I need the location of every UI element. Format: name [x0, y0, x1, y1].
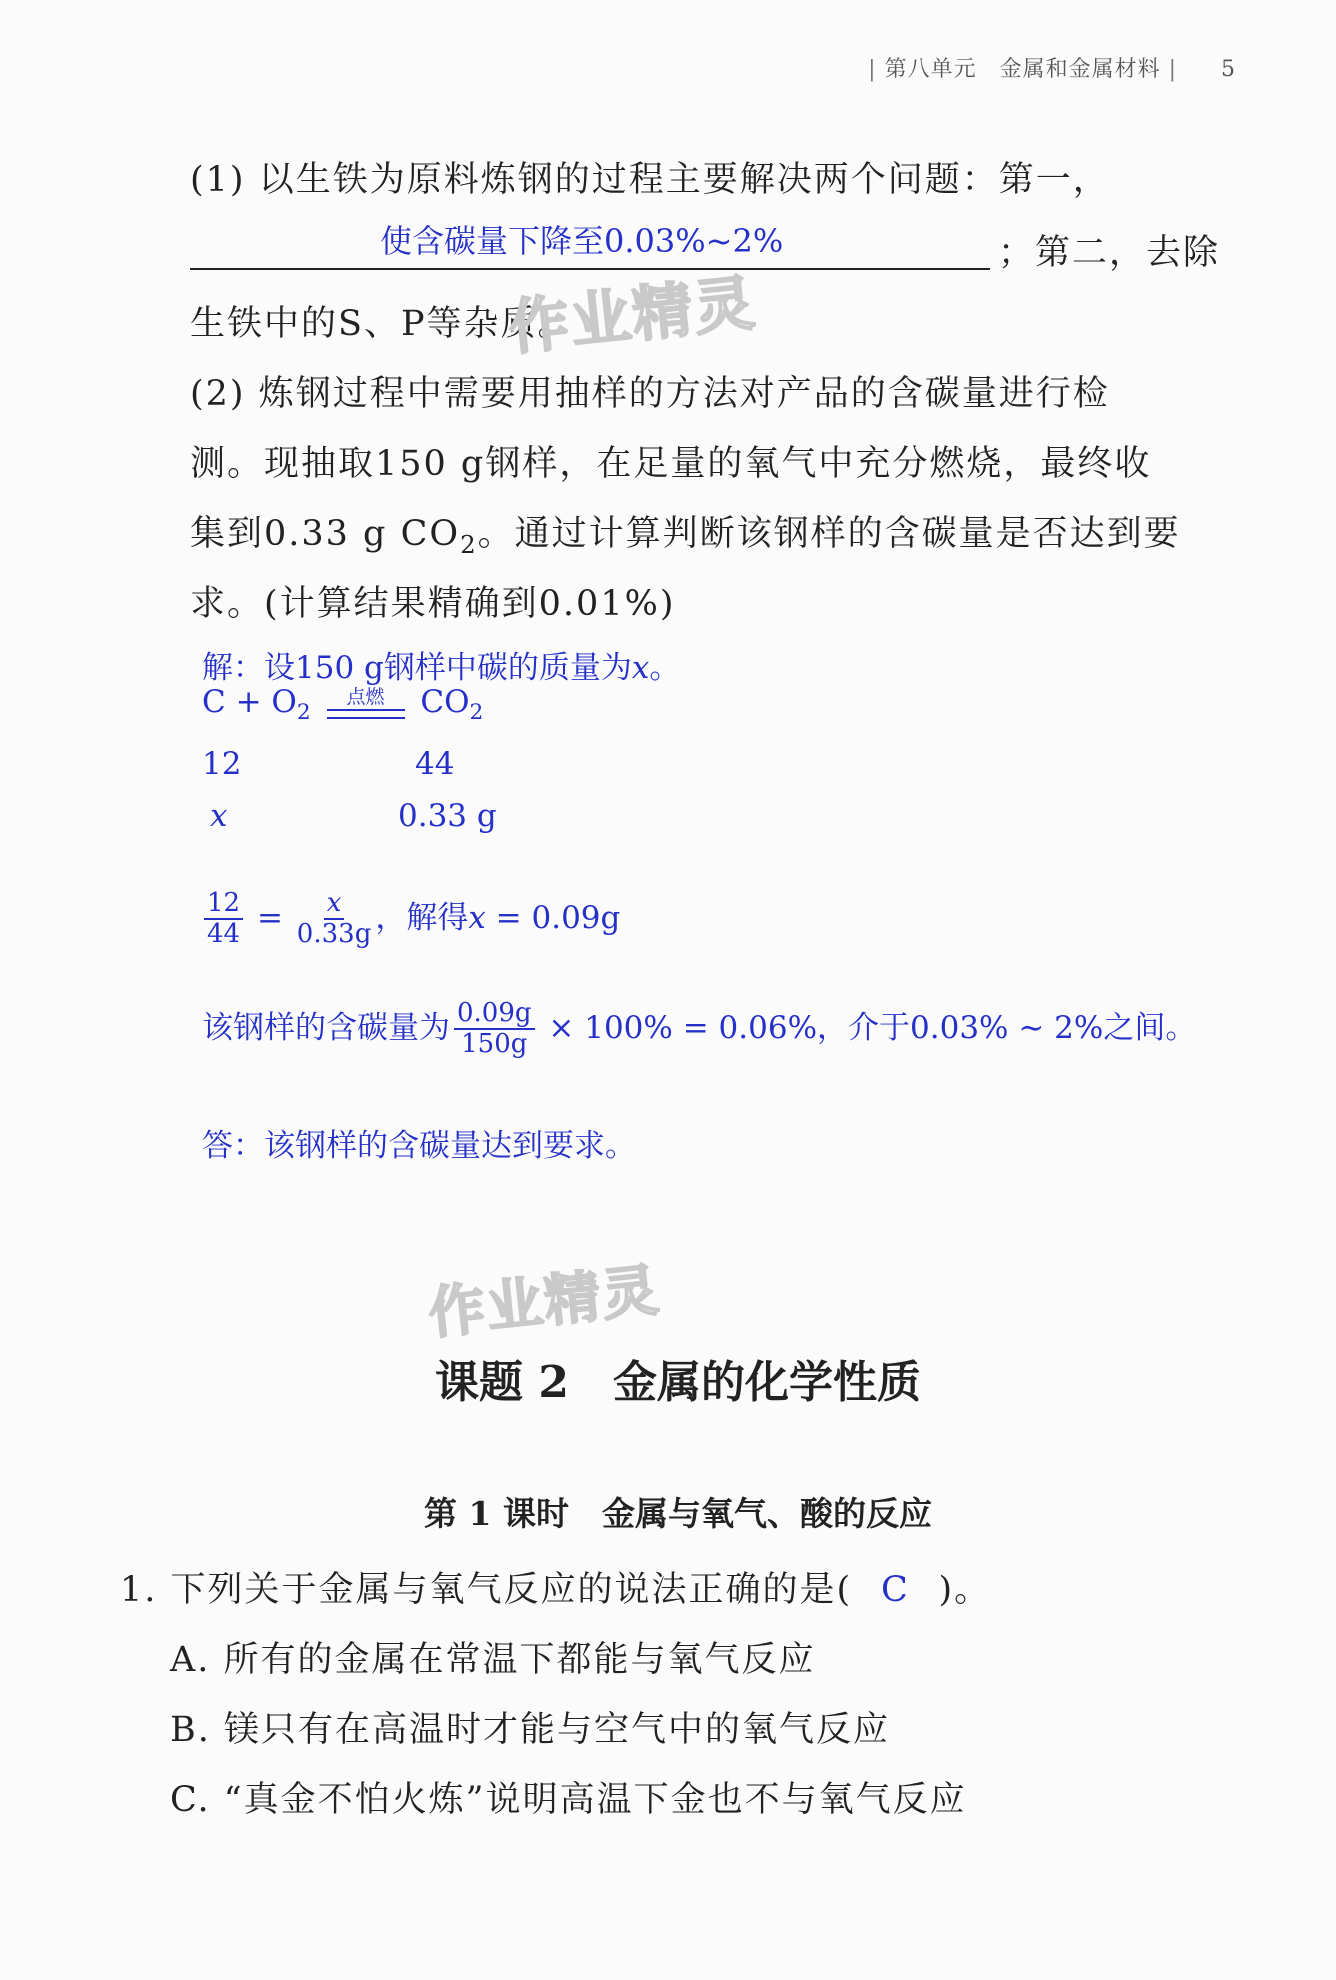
- q2-line3: 集到0.33 g $CO_2$。通过计算判断该钢样的含碳量是否达到要: [190, 514, 1181, 559]
- reaction-arrow: [327, 688, 405, 719]
- solution-conclusion: 答：该钢样的含碳量达到要求。: [202, 1128, 636, 1164]
- q2-line1: (2) 炼钢过程中需要用抽样的方法对产品的含碳量进行检: [190, 374, 1110, 414]
- q1-line1: (1) 以生铁为原料炼钢的过程主要解决两个问题：第一，: [190, 160, 1110, 200]
- running-header: | 第八单元 金属和金属材料 | 5: [868, 57, 1236, 82]
- q2-line4: 求。(计算结果精确到0.01%): [190, 584, 676, 624]
- relative-mass-c: 12: [202, 746, 242, 782]
- proportion-equation: $\frac{12}{44}$ = $\frac{x}{0.33g}$ ，解得x = 0.09g: [200, 890, 620, 949]
- q1-line2-after: ；第二，去除: [998, 233, 1221, 273]
- mc-question-stem: 1. 下列关于金属与氧气反应的说法正确的是( C )。: [120, 1570, 992, 1610]
- unit-title: 第八单元 金属和金属材料: [884, 57, 1161, 82]
- q1-line3: 生铁中的S、P等杂质。: [190, 304, 575, 344]
- watermark: 作业精灵: [425, 1258, 664, 1347]
- given-mass: 0.33 g: [398, 798, 497, 834]
- mc-selected-answer: C: [880, 1570, 910, 1610]
- page-number: 5: [1221, 57, 1236, 82]
- watermark: 作业精灵: [505, 268, 760, 364]
- reaction-condition: 点燃: [346, 686, 385, 708]
- unknown-mass: x: [210, 798, 228, 834]
- chemical-equation: $C + O_2$ 点燃 $CO_2$: [202, 684, 484, 726]
- answer-blank-line: [190, 268, 990, 270]
- mc-option-a: A. 所有的金属在常温下都能与氧气反应: [170, 1640, 816, 1680]
- solution-intro: 解：设150 g钢样中碳的质量为x。: [202, 650, 681, 686]
- mc-option-c: C. “真金不怕火炼”说明高温下金也不与氧气反应: [170, 1780, 967, 1820]
- carbon-content-calculation: 该钢样的含碳量为 $\frac{0.09g}{150g}$ × 100% = 0.06%，介于0.03% ∼ 2%之间。: [202, 998, 1197, 1060]
- section-title: 课题 2 金属的化学性质: [435, 1357, 921, 1408]
- q1-filled-answer: 使含碳量下降至0.03%~2%: [380, 222, 784, 260]
- lesson-title: 第 1 课时 金属与氧气、酸的反应: [424, 1494, 932, 1533]
- mc-option-b: B. 镁只有在高温时才能与空气中的氧气反应: [170, 1710, 890, 1750]
- relative-mass-co2: 44: [415, 746, 455, 782]
- q2-line2: 测。现抽取150 g钢样，在足量的氧气中充分燃烧，最终收: [190, 444, 1152, 484]
